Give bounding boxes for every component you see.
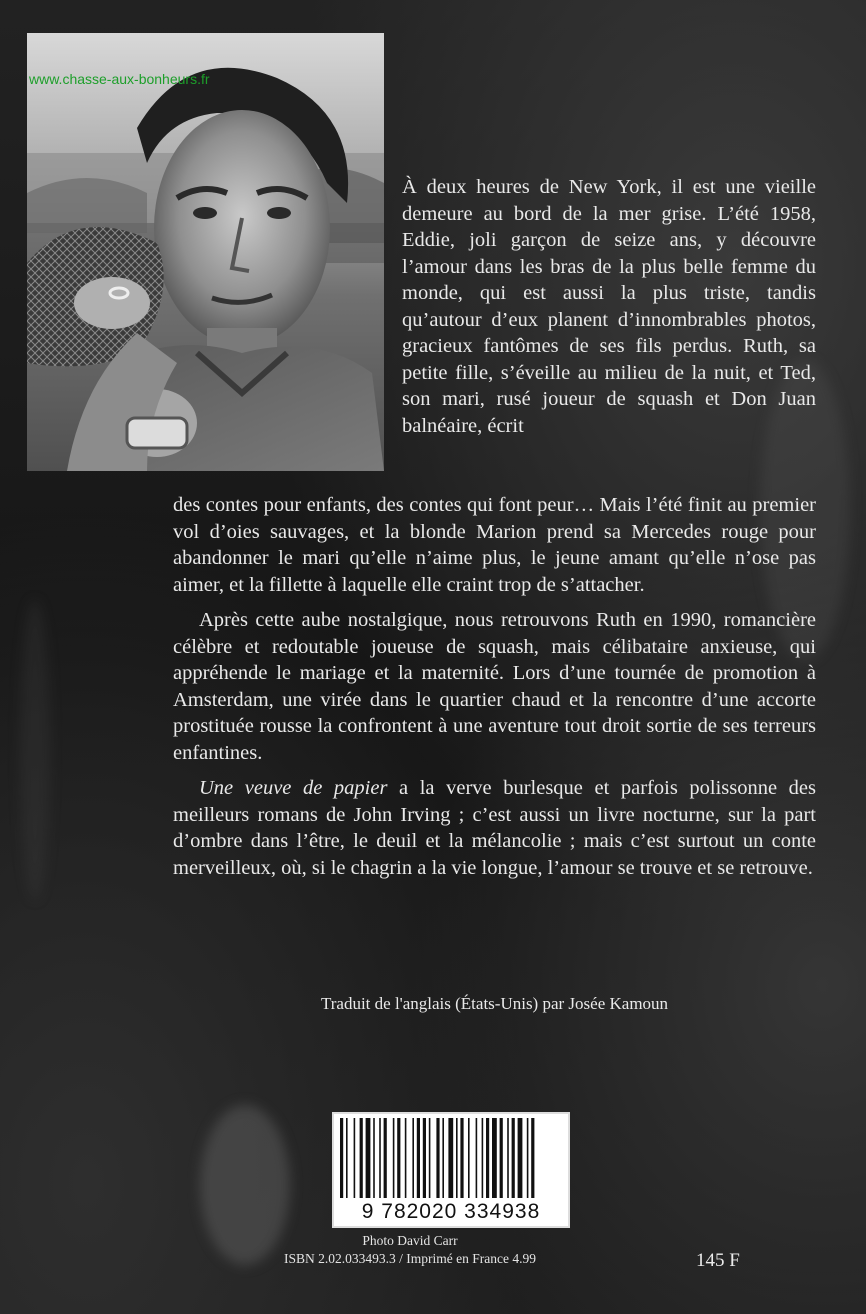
isbn-barcode: [332, 1112, 570, 1228]
barcode-bars: [338, 1118, 562, 1198]
isbn-line: ISBN 2.02.033493.3 / Imprimé en France 4.99: [284, 1251, 536, 1266]
barcode-bar: [384, 1118, 387, 1198]
blurb-intro-paragraph: À deux heures de New York, il est une vieille demeure au bord de la mer grise. L’été 1958, Eddie, joli garçon de seize ans, y découvre l’amour dans les bras de la plus belle femme du monde, qui est aussi la plus triste, tandis qu’autour d’eux planent d’innombrables photos, gracieux fantômes de ses fils perdus. Ruth, sa petite fille, s’éveille au milieu de la nuit, et Ted, son mari, rusé joueur de squash et Don Juan balnéaire, écrit: [402, 176, 816, 437]
barcode-bar: [456, 1118, 458, 1198]
barcode-bar: [397, 1118, 400, 1198]
translator-credit: Traduit de l'anglais (États-Unis) par Josée Kamoun: [320, 994, 669, 1013]
barcode-bar: [476, 1118, 478, 1198]
author-portrait-illustration: [27, 33, 384, 471]
cover-wear-mark: [20, 600, 50, 900]
barcode-bar: [340, 1118, 343, 1198]
barcode-bar: [527, 1118, 529, 1198]
barcode-bar: [393, 1118, 395, 1198]
barcode-bar: [417, 1118, 420, 1198]
barcode-bar: [500, 1118, 503, 1198]
blurb-paragraph-1-continued: des contes pour enfants, des contes qui font peur… Mais l’été finit au premier vol d’oies sauvages, et la blonde Marion prend sa Mercedes rouge pour abandonner le mari qu’elle n’aime plus, le jeune amant qu’elle n’ose pas aimer, et la fillette à laquelle elle craint trop de s’attacher.: [173, 494, 816, 596]
barcode-bar: [531, 1118, 534, 1198]
blurb-body: [173, 492, 816, 881]
book-title-italic: Une veuve de papier: [199, 777, 388, 799]
blurb-paragraph-3: [173, 775, 816, 881]
barcode-bar: [405, 1118, 407, 1198]
barcode-bar: [492, 1118, 497, 1198]
barcode-bar: [412, 1118, 414, 1198]
barcode-bar: [366, 1118, 371, 1198]
author-photo: [27, 33, 384, 471]
barcode-bar: [486, 1118, 489, 1198]
website-watermark: www.chasse-aux-bonheurs.fr: [29, 71, 210, 87]
photo-credit: Photo David Carr: [362, 1233, 458, 1248]
price-label: 145 F: [696, 1250, 740, 1271]
barcode-digits: 9 782020 334938: [361, 1200, 541, 1223]
barcode-bar: [482, 1118, 484, 1198]
barcode-bar: [436, 1118, 439, 1198]
barcode-bar: [379, 1118, 381, 1198]
barcode-bar: [460, 1118, 463, 1198]
barcode-bar: [360, 1118, 363, 1198]
blurb-paragraph-2: Après cette aube nostalgique, nous retrouvons Ruth en 1990, romancière célèbre et redoutable joueuse de squash, mais célibataire anxieuse, qui appréhende le mariage et la maternité. Lors d’une tournée de promotion à Amsterdam, une virée dans le quartier chaud et la rencontre d’une accorte prostituée rousse la confrontent à une aventure tout droit sortie de ses terreurs enfantines.: [173, 609, 816, 764]
credits-block: [260, 1232, 560, 1268]
barcode-bar: [468, 1118, 470, 1198]
barcode-bar: [423, 1118, 426, 1198]
barcode-bar: [448, 1118, 453, 1198]
blurb-paragraph-3-text: a la verve burlesque et parfois polissonne des meilleurs romans de John Irving ; c’est aussi un livre nocturne, sur la part d’ombre dans l’être, le deuil et la mélancolie ; mais c’est surtout un conte merveilleux, où, si le chagrin a la vie longue, l’amour se trouve et se retrouve.: [173, 777, 816, 879]
barcode-bar: [429, 1118, 431, 1198]
barcode-bar: [373, 1118, 375, 1198]
barcode-bar: [442, 1118, 444, 1198]
barcode-bar: [507, 1118, 509, 1198]
barcode-bar: [518, 1118, 523, 1198]
barcode-bar: [346, 1118, 348, 1198]
barcode-bar: [512, 1118, 515, 1198]
barcode-bar: [354, 1118, 356, 1198]
